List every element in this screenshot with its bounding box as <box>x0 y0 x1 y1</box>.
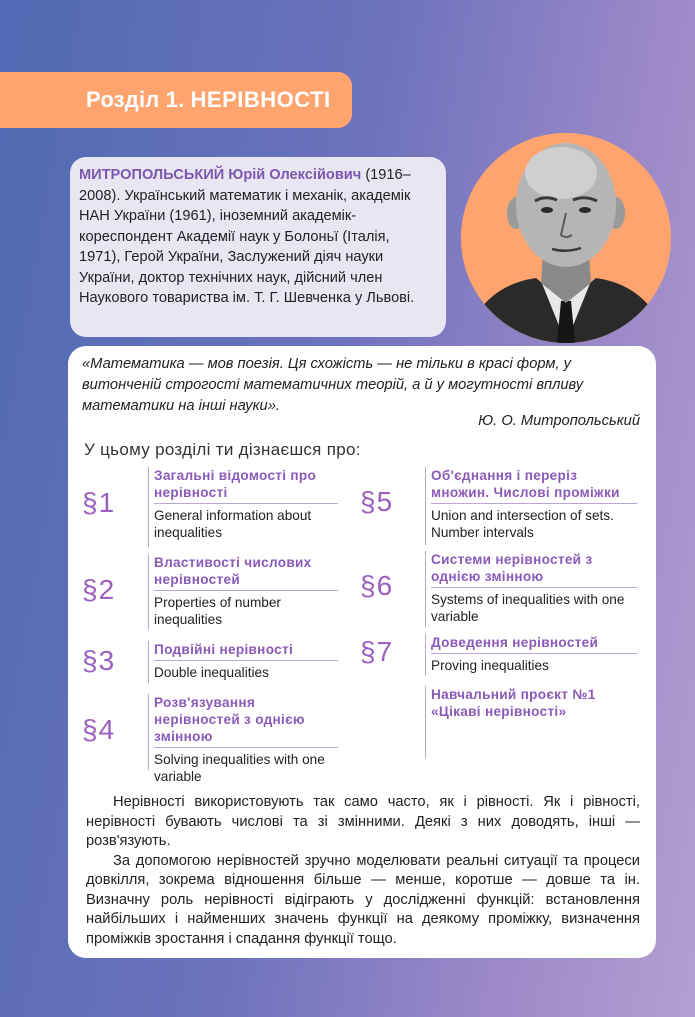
chapter-title: НЕРІВНОСТІ <box>190 87 331 112</box>
portrait-photo <box>461 133 671 343</box>
topic-5 <box>425 467 637 545</box>
topic-1 <box>148 467 338 547</box>
section-number-4: §4 <box>82 714 116 745</box>
section-number-6: §6 <box>360 570 394 601</box>
topic-4-title: Розв'язування нерівностей з однією змінною <box>154 694 338 748</box>
topic-3-title: Подвійні нерівності <box>154 641 338 661</box>
topic-4-english: Solving inequalities with one variable <box>154 752 325 784</box>
section-number-3: §3 <box>82 645 116 676</box>
portrait-illustration <box>461 133 671 343</box>
intro-paragraph-1: Нерівності використовують так само часто, як і рівності. Як і рівності, нерівності бувають числові та зі змінними. Деякі з них доводять, інші — розв'язують. <box>86 794 640 849</box>
topic-7 <box>425 634 637 676</box>
bio-name: МИТРОПОЛЬСЬКИЙ Юрій Олексійович <box>79 167 362 183</box>
topic-1-english: General information about inequalities <box>154 508 312 540</box>
topic-2-title: Властивості числових нерівностей <box>154 554 338 591</box>
section-number-7: §7 <box>360 636 394 667</box>
topic-2 <box>148 554 338 630</box>
topic-6-title: Системи нерівностей з однією змінною <box>431 551 637 588</box>
chapter-overview-panel <box>68 346 656 958</box>
topic-6 <box>425 551 637 627</box>
chapter-part: Розділ 1. <box>86 87 185 112</box>
learn-heading: У цьому розділі ти дізнаєшся про: <box>84 440 361 459</box>
section-number-1: §1 <box>82 487 116 518</box>
topic-5-title: Об'єднання і переріз множин. Числові проміжки <box>431 467 637 504</box>
topic-1-title: Загальні відомості про нерівності <box>154 467 338 504</box>
intro-paragraph-2: За допомогою нерівностей зручно моделювати реальні ситуації та процеси довкілля, зокрема відношення більше — менше, коротше — довше та ін. Визначну роль нерівності відіграють у дослідженні функцій: встановлення найбільших і найменших значень функції на деякому проміжку, визначення проміжків зростання і спадання функції тощо. <box>86 852 640 947</box>
section-number-5: §5 <box>360 486 394 517</box>
bio-text: (1916–2008). Український математик і механік, академік НАН України (1961), іноземний академік-кореспондент Академії наук у Болоньї (Італія, 1971), Герой України, Заслужений діяч науки України, доктор технічних наук, дійсний член Наукового товариства ім. Т. Г. Шевченка у Львові. <box>79 167 415 306</box>
topic-4 <box>148 694 338 784</box>
topic-3 <box>148 641 338 683</box>
biography-card <box>70 157 446 337</box>
topic-5-english: Union and intersection of sets. Number intervals <box>431 508 614 540</box>
project-title: Навчальний проєкт №1 «Цікаві нерівності» <box>431 687 596 719</box>
topic-3-english: Double inequalities <box>154 665 269 680</box>
topic-2-english: Properties of number inequalities <box>154 595 281 627</box>
quote-author: Ю. О. Митропольський <box>478 413 640 429</box>
topic-6-english: Systems of inequalities with one variable <box>431 592 625 624</box>
topic-7-english: Proving inequalities <box>431 658 549 673</box>
chapter-header <box>0 72 352 128</box>
topic-7-title: Доведення нерівностей <box>431 634 637 654</box>
section-number-2: §2 <box>82 574 116 605</box>
intro-text <box>86 793 640 949</box>
project-topic <box>425 686 637 758</box>
epigraph-quote: «Математика — мов поезія. Ця схожість — не тільки в красі форм, у витонченій строгості математичних теорій, а й у могутності впливу математики на інші науки». <box>82 356 584 414</box>
